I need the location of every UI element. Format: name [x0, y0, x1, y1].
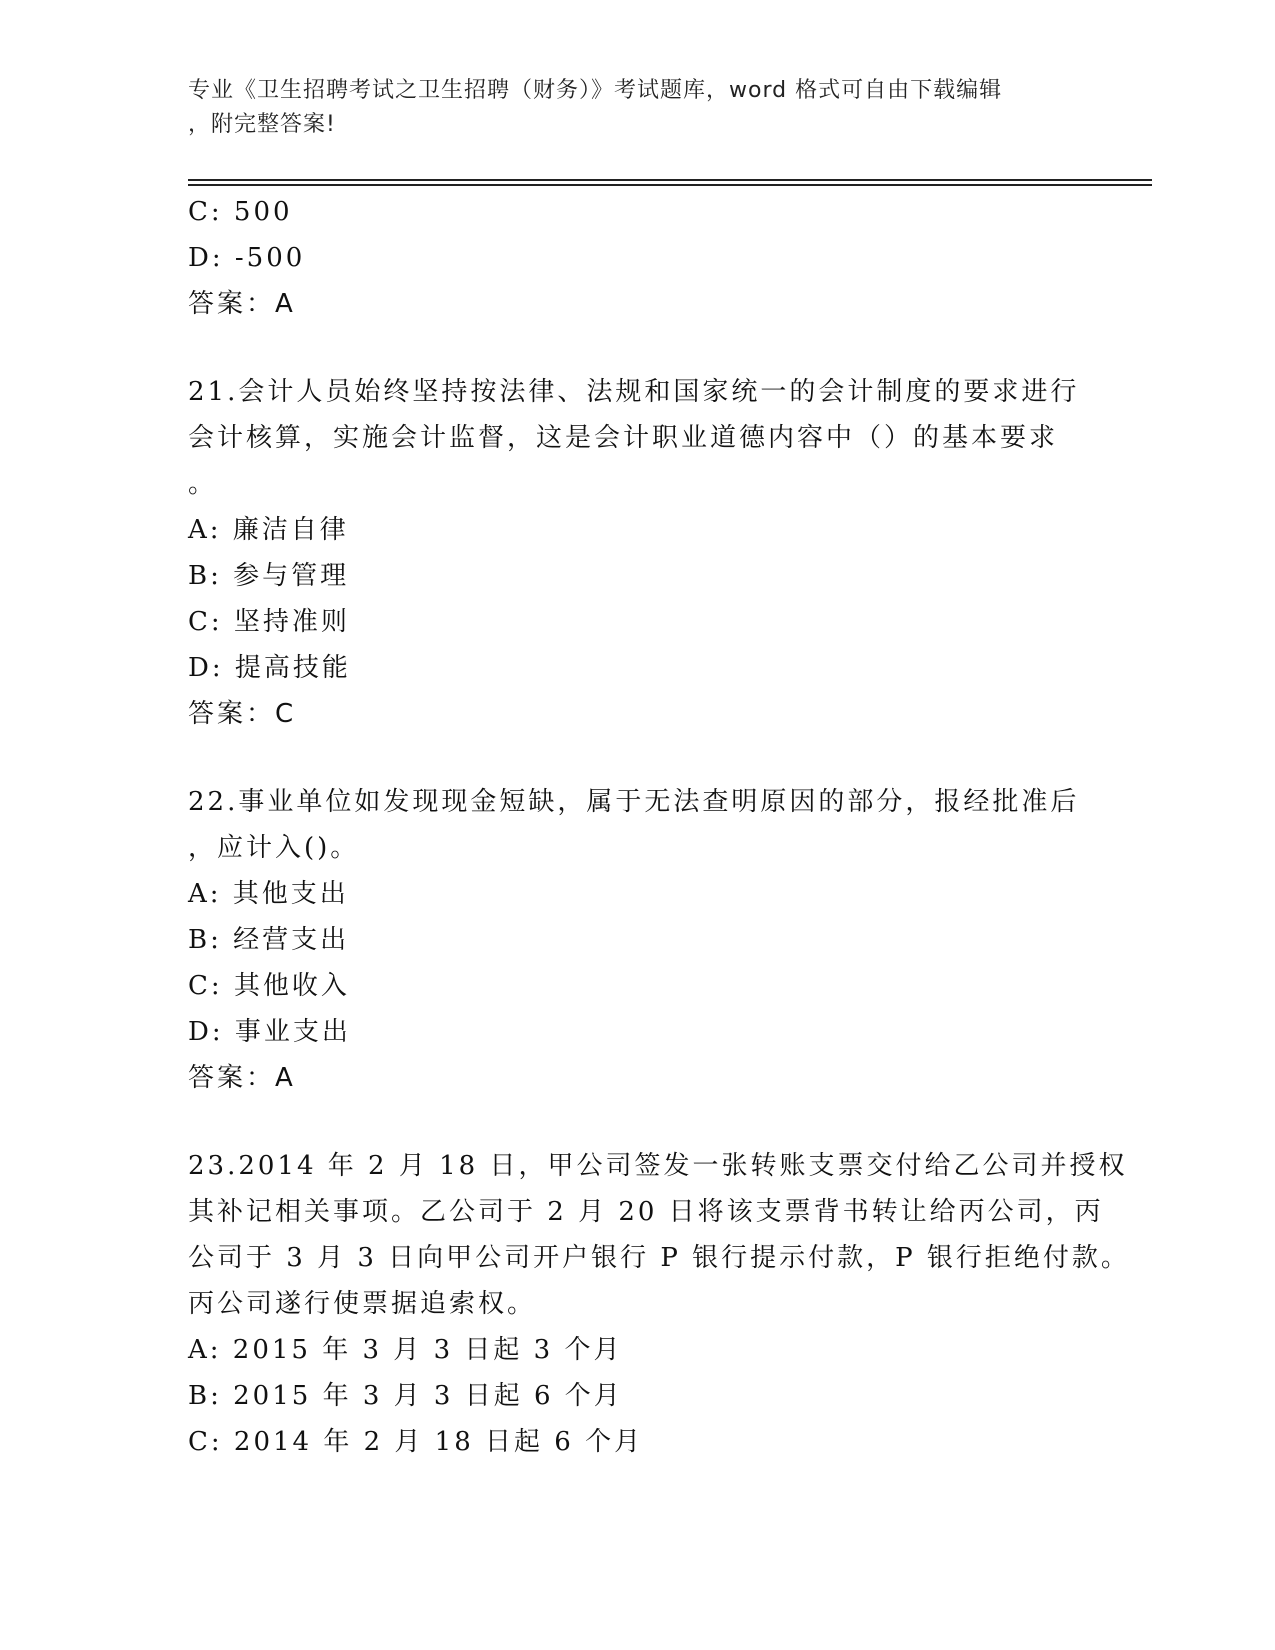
question-text: 公司于 3 月 3 日向甲公司开户银行 P 银行提示付款，P 银行拒绝付款。: [188, 1243, 1130, 1273]
document-body: [188, 189, 1130, 1465]
question-text: 。: [188, 469, 218, 499]
option-c: C: 2014 年 2 月 18 日起 6 个月: [188, 1427, 644, 1457]
header-rule-bottom: [188, 184, 1152, 186]
option-a: A: 2015 年 3 月 3 日起 3 个月: [188, 1335, 623, 1365]
option-c: C: 其他收入: [188, 971, 350, 1001]
question-text: 会计核算，实施会计监督，这是会计职业道德内容中（）的基本要求: [188, 423, 1059, 453]
header-line-1: 专业《卫生招聘考试之卫生招聘（财务）》考试题库，word 格式可自由下载编辑: [188, 78, 1003, 103]
option-d: D: 事业支出: [188, 1017, 351, 1047]
question-22: [188, 779, 1088, 1101]
question-text: 丙公司遂行使票据追索权。: [188, 1289, 537, 1319]
question-text: 22.事业单位如发现现金短缺，属于无法查明原因的部分，报经批准后: [188, 787, 1080, 817]
option-d: D: -500: [188, 243, 306, 273]
option-d: D: 提高技能: [188, 653, 351, 683]
option-a: A: 其他支出: [188, 879, 349, 909]
answer-line: 答案：A: [188, 289, 296, 319]
question-text: 其补记相关事项。乙公司于 2 月 20 日将该支票背书转让给丙公司，丙: [188, 1197, 1104, 1227]
option-b: B: 参与管理: [188, 561, 350, 591]
option-b: B: 经营支出: [188, 925, 350, 955]
option-c: C: 500: [188, 197, 293, 227]
header-line-2: ，附完整答案!: [188, 112, 336, 137]
question-text: 21.会计人员始终坚持按法律、法规和国家统一的会计制度的要求进行: [188, 377, 1080, 407]
question-20-tail: [188, 189, 1088, 327]
question-21: [188, 369, 1088, 737]
option-c: C: 坚持准则: [188, 607, 350, 637]
answer-line: 答案：C: [188, 699, 297, 729]
option-a: A: 廉洁自律: [188, 515, 349, 545]
option-b: B: 2015 年 3 月 3 日起 6 个月: [188, 1381, 623, 1411]
document-header: [188, 74, 1068, 142]
question-23: [188, 1143, 1130, 1465]
question-text: 23.2014 年 2 月 18 日，甲公司签发一张转账支票交付给乙公司并授权: [188, 1151, 1128, 1181]
header-rule-top: [188, 179, 1152, 181]
question-text: ，应计入()。: [188, 833, 360, 863]
answer-line: 答案：A: [188, 1063, 296, 1093]
